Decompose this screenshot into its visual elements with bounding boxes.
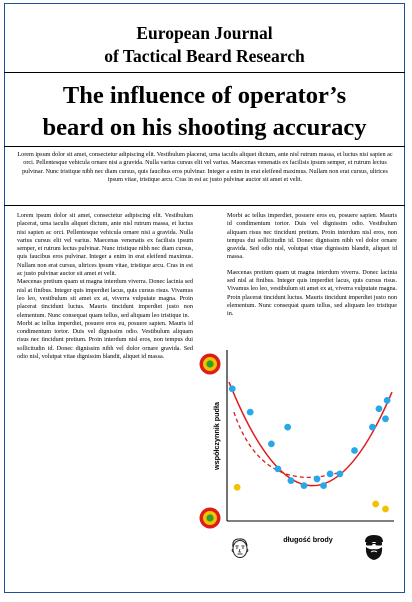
data-point [382, 415, 389, 422]
data-point [301, 482, 308, 489]
data-points [229, 385, 391, 512]
header-rule-top [4, 72, 405, 73]
article-title-line2: beard on his shooting accuracy [42, 114, 367, 141]
data-point [268, 440, 275, 447]
body-paragraph: Maecenas pretium quam ut magna interdum viverra. Donec lacinia sed nisl at finibus. Integer quis imperdiet lacus, quis cursus risus. Vivamus leo leo, vestibulum sit amet ex at, viverra vulputate magna. Proin placerat tincidunt luctus. Mauris tincidunt imperdiet justo non elementum. Nunc consequat quam tellus, sed aliquam leo tristique in. [227, 268, 397, 318]
body-paragraph: Maecenas pretium quam ut magna interdum viverra. Donec lacinia sed nisl at finibus. Integer quis imperdiet lacus, quis cursus risus. Vivamus leo leo, vestibulum sit amet ex at, viverra vulputate magna. Proin placerat tincidunt luctus. Mauris tincidunt imperdiet justo non elementum. Nunc consequat quam tellus, sed aliquam leo tristique in. [17, 278, 193, 319]
scatter-chart [196, 340, 398, 572]
fit-curves [229, 382, 392, 486]
journal-name-line2: of Tactical Beard Research [104, 46, 305, 66]
fit-curve-dashed [234, 412, 340, 477]
data-point [247, 409, 254, 416]
data-point [376, 405, 383, 412]
data-point [314, 476, 321, 483]
journal-name-line1: European Journal [136, 23, 273, 43]
data-point [336, 471, 343, 478]
data-point [369, 424, 376, 431]
article-title [4, 80, 405, 144]
body-paragraph: Lorem ipsum dolor sit amet, consectetur adipiscing elit. Vestibulum placerat, urna iaculis aliquet dictum, ante nisl rutrum massa, et luctus nisi sapien ac orci. Pellentesque vehicula ornare nisi a gravida. Nulla varius cursus elit vel varius. Maecenas venenatis ex facilisis ipsum semper, et rutrum lectus pulvinar. Nunc tristique nibh nec diam cursus, quis faucibus eros pulvinar. Integer a enim in erat eleifend maximus. Nullam non erat cursus, ultrices ipsum vitae, tristique arcu. Cras in est ac justo pulvinar auctor sit amet et velit. [17, 212, 193, 278]
bearded-face-icon [365, 535, 383, 560]
y-axis-label: współczynnik pudła [212, 402, 221, 470]
body-paragraph: Morbi ac tellus imperdiet, posuere eros eu, posuere sapien. Mauris id condimentum tortor. Duis vel dignissim odio. Vestibulum aliquam risus nec tincidunt pretium. Proin interdum nisl eros, non tempus dui sollicitudin id. Donec dignissim nibh vel dolor ornare gravida. Sed odio nisl, volutpat vitae dignissim blandit, aliquet id massa. [227, 212, 397, 261]
data-point [320, 482, 327, 489]
body-column-right [227, 212, 397, 319]
outlier-point [372, 501, 379, 508]
fit-curve-solid [229, 382, 392, 486]
clean-shaven-face-icon [232, 539, 248, 558]
target-icon [200, 508, 221, 529]
figure [196, 340, 398, 572]
header-rule-bottom [4, 205, 405, 206]
body-column-left [17, 212, 193, 361]
data-point [284, 424, 291, 431]
data-point [327, 471, 334, 478]
target-icon [200, 354, 221, 375]
header-rule-middle [4, 146, 405, 147]
abstract: Lorem ipsum dolor sit amet, consectetur adipiscing elit. Vestibulum placerat, urna iaculis aliquet dictum, ante nisl rutrum massa, et luctus nisi sapien ac orci. Pellentesque vehicula ornare nisi a gravida. Nulla varius cursus elit vel varius. Maecenas venenatis ex facilisis ipsum semper, et rutrum lectus pulvinar. Nunc tristique nibh nec diam cursus, quis faucibus eros pulvinar. Integer a enim in erat eleifend maximus. Nullam non erat cursus, ultrices ipsum vitae, tristique arcu. Cras in est ac justo pulvinar auctor sit amet et velit. [17, 151, 393, 183]
outlier-point [382, 506, 389, 513]
data-point [229, 385, 236, 392]
data-point [384, 397, 391, 404]
journal-name [4, 22, 405, 68]
article-title-line1: The influence of operator’s [62, 82, 347, 109]
body-paragraph: Morbi ac tellus imperdiet, posuere eros eu, posuere sapien. Mauris id condimentum tortor. Duis vel dignissim odio. Vestibulum aliquam risus nec tincidunt pretium. Proin interdum nisl eros, non tempus dui sollicitudin id. Donec dignissim nibh vel dolor ornare gravida. Sed odio nisl, volutpat vitae dignissim blandit, aliquet id massa. [17, 319, 193, 361]
data-point [351, 447, 358, 454]
data-point [275, 466, 282, 473]
outlier-point [234, 484, 241, 491]
x-axis-label: długość brody [283, 535, 333, 544]
data-point [288, 477, 295, 484]
